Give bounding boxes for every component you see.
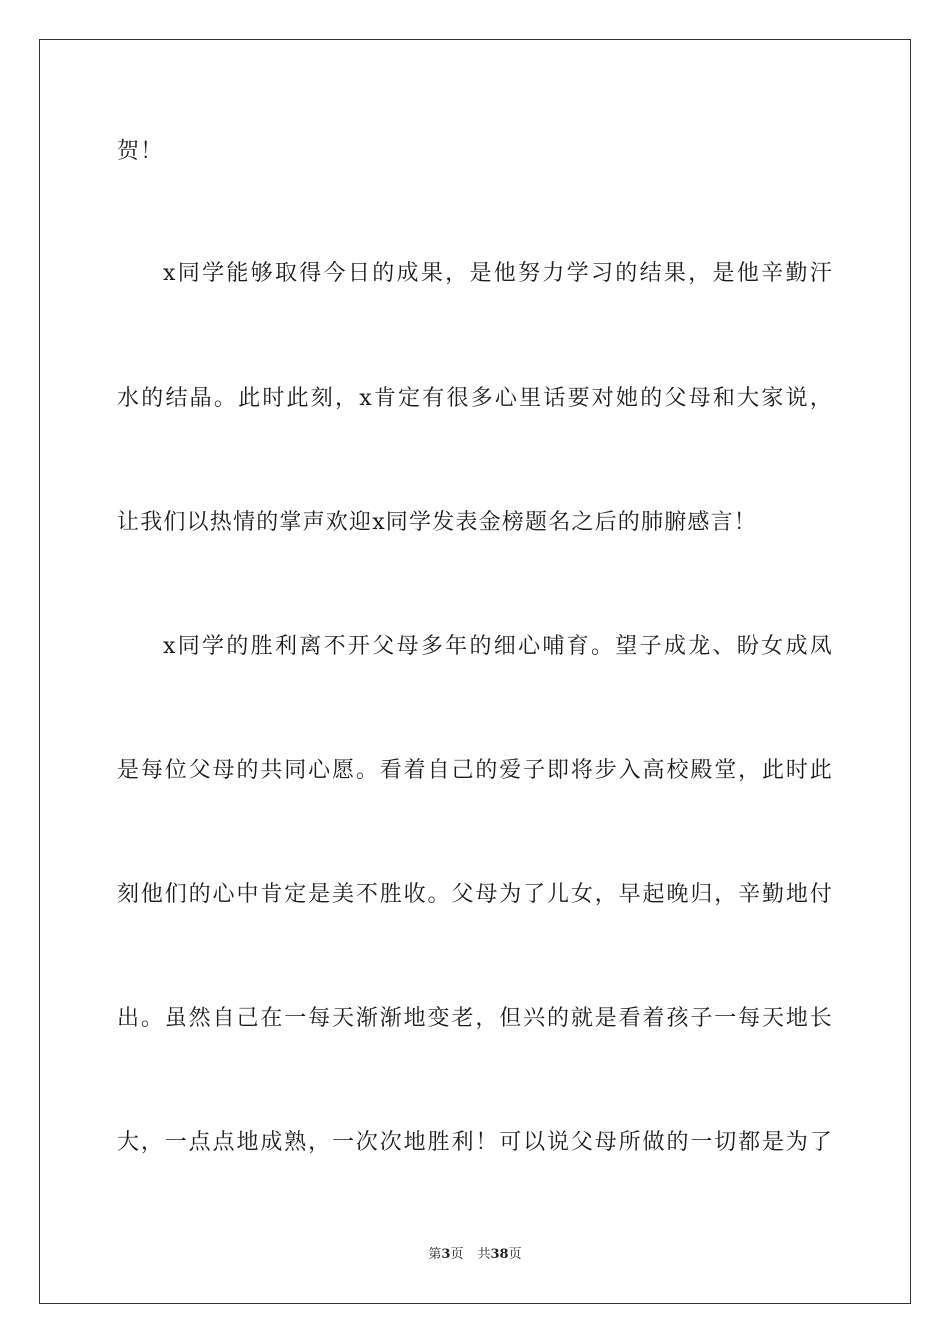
text-line-5: x同学的胜利离不开父母多年的细心哺育。望子成龙、盼女成凤 bbox=[163, 634, 833, 659]
text-line-6: 是每位父母的共同心愿。看着自己的爱子即将步入高校殿堂，此时此 bbox=[117, 758, 833, 783]
text-line-4: 让我们以热情的掌声欢迎x同学发表金榜题名之后的肺腑感言！ bbox=[117, 510, 758, 535]
page-suffix: 页 bbox=[450, 1247, 464, 1262]
total-suffix: 页 bbox=[508, 1247, 522, 1262]
page-footer bbox=[0, 1246, 950, 1264]
page-border bbox=[39, 39, 911, 1304]
page-number: 3 bbox=[441, 1247, 451, 1262]
text-line-7: 刻他们的心中肯定是美不胜收。父母为了儿女，早起晚归，辛勤地付 bbox=[117, 882, 833, 907]
total-pages: 38 bbox=[490, 1247, 509, 1262]
text-line-3: 水的结晶。此时此刻，x肯定有很多心里话要对她的父母和大家说， bbox=[117, 386, 833, 411]
page-prefix: 第 bbox=[428, 1247, 442, 1262]
text-line-1: 贺！ bbox=[117, 139, 164, 164]
text-line-9: 大，一点点地成熟，一次次地胜利！可以说父母所做的一切都是为了 bbox=[117, 1130, 833, 1155]
text-line-2: x同学能够取得今日的成果，是他努力学习的结果，是他辛勤汗 bbox=[163, 261, 833, 286]
total-prefix: 共 bbox=[477, 1247, 491, 1262]
text-line-8: 出。虽然自己在一每天渐渐地变老，但兴的就是看着孩子一每天地长 bbox=[117, 1006, 833, 1031]
